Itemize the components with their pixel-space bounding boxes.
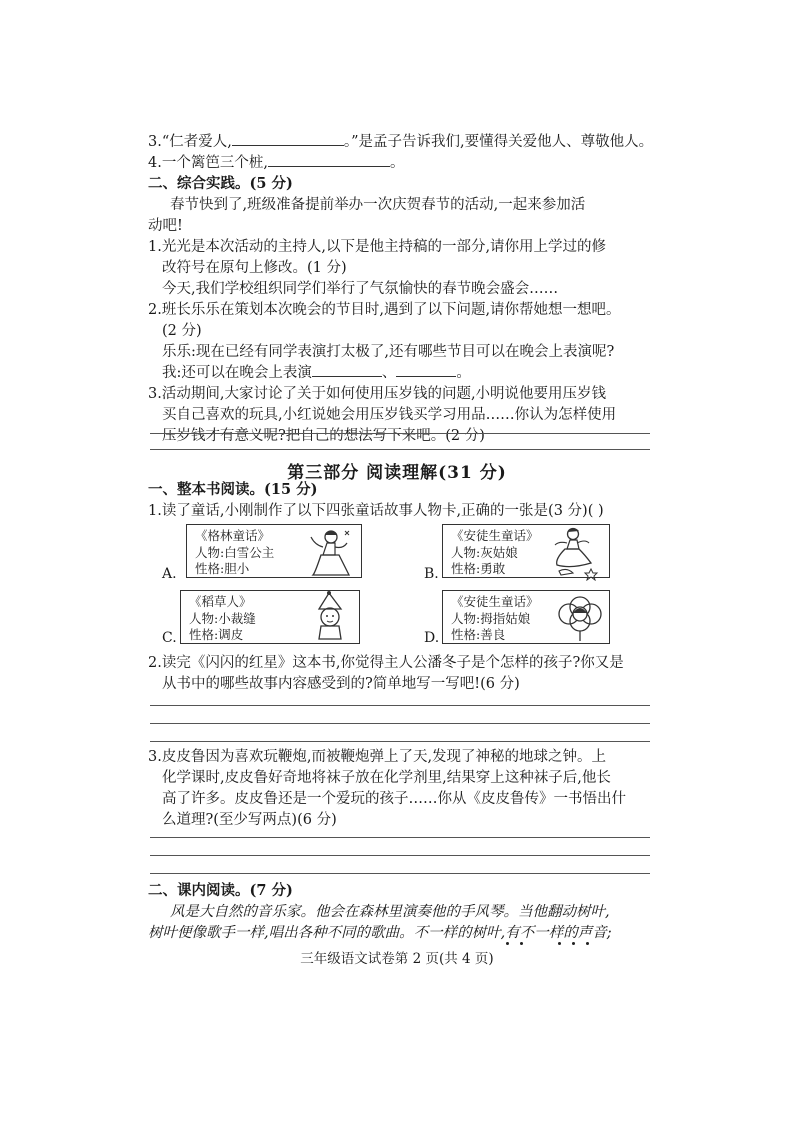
- practice-q3-line1: 3.活动期间,大家讨论了关于如何使用压岁钱的问题,小明说他要用压岁钱: [148, 386, 607, 402]
- practice-q1-line1: 1.光光是本次活动的主持人,以下是他主持稿的一部分,请你用上学过的修: [148, 239, 607, 255]
- card-character: 人物:拇指姑娘: [451, 611, 531, 626]
- q2-answer-end: 。: [456, 365, 471, 381]
- option-letter-a[interactable]: A.: [162, 566, 177, 582]
- emphasis-dot: [586, 942, 589, 945]
- answer-line[interactable]: [150, 855, 650, 856]
- reading-q1-text: 1.读了童话,小刚制作了以下四张童话故事人物卡,正确的一张是(3 分)( ): [148, 503, 604, 519]
- practice-q2-line4: [162, 362, 471, 384]
- subsection-2-title: 二、课内阅读。(7 分): [148, 882, 293, 899]
- card-book-title: 《安徒生童话》: [451, 528, 539, 543]
- q4-answer-blank[interactable]: [268, 152, 390, 167]
- practice-q3-line3: 压岁钱才有意义呢?把自己的想法写下来吧。(2 分): [162, 428, 485, 444]
- passage-line1: 风是大自然的音乐家。他会在森林里演奏他的手风琴。当他翻动树叶,: [170, 904, 610, 920]
- part-3-title: 第三部分 阅读理解(31 分): [287, 463, 507, 483]
- card-book-title: 《格林童话》: [195, 528, 271, 543]
- answer-line[interactable]: [150, 873, 650, 874]
- cinderella-illustration: [551, 525, 605, 581]
- practice-intro-line1: 春节快到了,班级准备提前举办一次庆贺春节的活动,一起来参加活: [170, 197, 586, 213]
- reading-q3-line1: 3.皮皮鲁因为喜欢玩鞭炮,而被鞭炮弹上了天,发现了神秘的地球之钟。上: [148, 749, 607, 765]
- reading-q2-line2: 从书中的哪些故事内容感受到的?简单地写一写吧!(6 分): [162, 676, 520, 692]
- q3-text-start: 3.“仁者爱人,: [148, 134, 232, 150]
- passage-line2: 树叶便像歌手一样,唱出各种不同的歌曲。不一样的树叶,有不一样的声音;: [148, 925, 612, 941]
- q3-text-end: 。”是孟子告诉我们,要懂得关爱他人、尊敬他人。: [343, 134, 654, 150]
- option-letter-d[interactable]: D.: [424, 630, 440, 646]
- reading-q3-line4: 么道理?(至少写两点)(6 分): [162, 812, 337, 828]
- practice-q1-sentence[interactable]: 今天,我们学校组织同学们举行了气氛愉快的春节晚会盛会……: [162, 281, 559, 297]
- question-3-line: [148, 131, 653, 153]
- card-trait: 性格:胆小: [195, 561, 250, 576]
- option-letter-b[interactable]: B.: [424, 566, 439, 582]
- card-trait: 性格:调皮: [189, 627, 244, 642]
- q4-text-end: 。: [389, 155, 405, 171]
- card-trait: 性格:善良: [451, 627, 506, 642]
- answer-line[interactable]: [150, 741, 650, 742]
- program-blank-2[interactable]: [396, 362, 456, 377]
- answer-line[interactable]: [150, 837, 650, 838]
- option-letter-c[interactable]: C.: [162, 630, 177, 646]
- character-card-b[interactable]: [442, 524, 610, 578]
- character-card-c[interactable]: [180, 590, 360, 644]
- answer-line[interactable]: [150, 433, 650, 434]
- q4-text-start: 4.一个篱笆三个桩,: [148, 155, 268, 171]
- card-character: 人物:灰姑娘: [451, 545, 518, 560]
- q2-answer-sep: 、: [381, 365, 397, 381]
- practice-q2-line1: 2.班长乐乐在策划本次晚会的节目时,遇到了以下问题,请你帮她想一想吧。: [148, 302, 621, 318]
- reading-q2-line1: 2.读完《闪闪的红星》这本书,你觉得主人公潘冬子是个怎样的孩子?你又是: [148, 655, 624, 671]
- practice-intro-line2: 动吧!: [148, 218, 183, 234]
- tailor-illustration: [305, 591, 355, 643]
- character-card-d[interactable]: [442, 590, 610, 644]
- practice-q2-line2: (2 分): [162, 323, 202, 339]
- page-footer: 三年级语文试卷第 2 页(共 4 页): [300, 951, 494, 967]
- practice-q3-line2: 买自己喜欢的玩具,小红说她会用压岁钱买学习用品……你认为怎样使用: [162, 407, 617, 423]
- program-blank-1[interactable]: [312, 362, 382, 377]
- snow-white-illustration: [305, 527, 357, 577]
- card-character: 人物:白雪公主: [195, 545, 275, 560]
- q3-answer-blank[interactable]: [232, 131, 344, 146]
- card-character: 人物:小裁缝: [189, 611, 256, 626]
- emphasis-dot: [520, 942, 523, 945]
- answer-line[interactable]: [150, 449, 650, 450]
- question-4-line: [148, 152, 404, 174]
- card-trait: 性格:勇敢: [451, 561, 506, 576]
- subsection-1-title: 一、整本书阅读。(15 分): [148, 481, 318, 498]
- card-book-title: 《稻草人》: [189, 594, 252, 609]
- answer-line[interactable]: [150, 705, 650, 706]
- reading-q3-line2: 化学课时,皮皮鲁好奇地将袜子放在化学剂里,结果穿上这种袜子后,他长: [162, 770, 611, 786]
- emphasis-dot: [558, 942, 561, 945]
- thumbelina-flower-illustration: [555, 591, 605, 643]
- reading-q3-line3: 高了许多。皮皮鲁还是一个爱玩的孩子……你从《皮皮鲁传》一书悟出什: [162, 791, 626, 807]
- practice-q2-line3: 乐乐:现在已经有同学表演打太极了,还有哪些节目可以在晚会上表演呢?: [162, 344, 615, 360]
- answer-line[interactable]: [150, 723, 650, 724]
- character-card-a[interactable]: [186, 524, 362, 578]
- emphasis-dot: [572, 942, 575, 945]
- section-2-title: 二、综合实践。(5 分): [148, 175, 293, 192]
- q2-answer-prefix: 我:还可以在晚会上表演: [162, 365, 312, 381]
- practice-q1-line2: 改符号在原句上修改。(1 分): [162, 260, 347, 276]
- emphasis-dot: [506, 942, 509, 945]
- card-book-title: 《安徒生童话》: [451, 594, 539, 609]
